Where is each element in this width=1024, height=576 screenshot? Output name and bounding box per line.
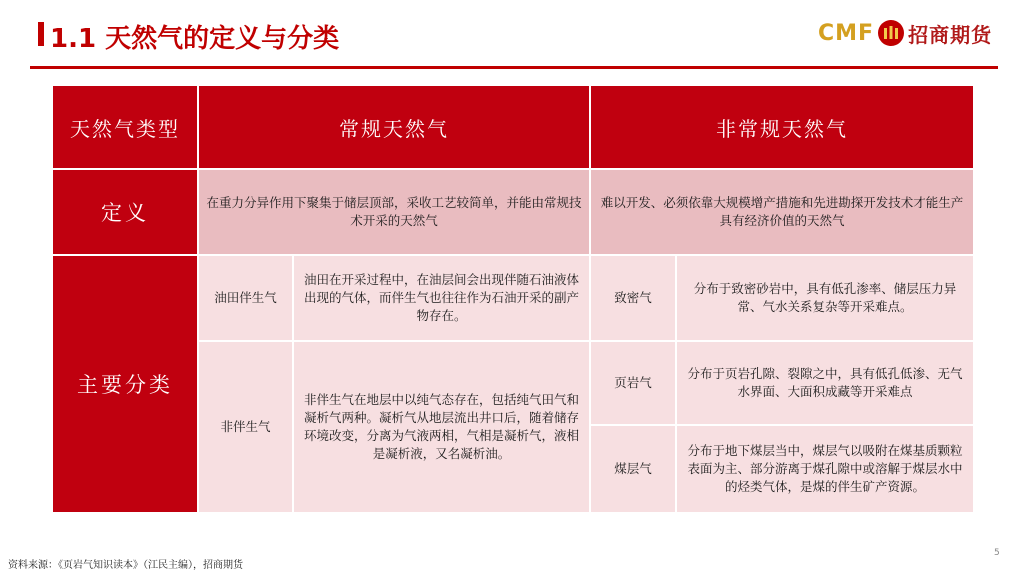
header-conventional: 常规天然气 — [198, 85, 590, 169]
header-type: 天然气类型 — [52, 85, 198, 169]
subtype-oilfield-gas: 油田伴生气 — [214, 290, 277, 305]
header-unconventional: 非常规天然气 — [590, 85, 974, 169]
subtype-coalbed-gas: 煤层气 — [614, 461, 652, 476]
page-title: 1.1 天然气的定义与分类 — [50, 24, 340, 54]
subtype-name — [590, 341, 676, 425]
subtype-name — [590, 425, 676, 513]
subtype-tight-gas: 致密气 — [614, 290, 652, 305]
page-number: 5 — [994, 548, 1000, 558]
desc-coalbed-gas: 分布于地下煤层当中，煤层气以吸附在煤基质颗粒表面为主、部分游离于煤孔隙中或溶解于煤层水中的烃类气体，是煤的伴生矿产资源。 — [687, 443, 963, 494]
subtype-desc — [676, 425, 974, 513]
company-logo — [818, 16, 992, 50]
source-note: 资料来源：《页岩气知识读本》（江民主编），招商期货 — [8, 560, 243, 571]
subtype-desc — [676, 341, 974, 425]
cmf-logo-icon — [878, 20, 904, 46]
desc-tight-gas: 分布于致密砂岩中，具有低孔渗率、储层压力异常、气水关系复杂等开采难点。 — [693, 281, 957, 314]
subtype-desc — [676, 255, 974, 341]
classification-table — [52, 85, 974, 513]
subtype-nonassociated-gas: 非伴生气 — [220, 419, 271, 434]
definition-unconventional-cell — [590, 169, 974, 255]
desc-nonassociated-gas: 非伴生气在地层中以纯气态存在，包括纯气田气和凝析气两种。凝析气从地层流出井口后，随着储存环境改变，分离为气液两相，气相是凝析气，液相是凝析液，又名凝析油。 — [303, 392, 579, 461]
subtype-name — [198, 255, 293, 341]
subtype-shale-gas: 页岩气 — [614, 375, 652, 390]
definition-conventional-cell — [198, 169, 590, 255]
desc-oilfield-gas: 油田在开采过程中，在油层间会出现伴随石油液体出现的气体，而伴生气也往往作为石油开采的副产物存在。 — [303, 272, 579, 323]
definition-conventional: 在重力分异作用下聚集于储层顶部，采收工艺较简单，并能由常规技术开采的天然气 — [206, 195, 582, 228]
row-label-definition: 定义 — [52, 169, 198, 255]
definition-unconventional: 难以开发、必须依靠大规模增产措施和先进勘探开发技术才能生产具有经济价值的天然气 — [600, 195, 964, 228]
subtype-name — [590, 255, 676, 341]
subtype-desc — [293, 341, 590, 513]
title-accent-bar — [38, 22, 44, 46]
logo-text-en: CMF — [818, 20, 875, 46]
logo-text-cn: 招商期货 — [908, 22, 993, 47]
header-divider — [30, 66, 998, 69]
desc-shale-gas: 分布于页岩孔隙、裂隙之中，具有低孔低渗、无气水界面、大面积成藏等开采难点 — [687, 366, 963, 399]
subtype-name — [198, 341, 293, 513]
row-label-classification: 主要分类 — [52, 255, 198, 513]
subtype-desc — [293, 255, 590, 341]
